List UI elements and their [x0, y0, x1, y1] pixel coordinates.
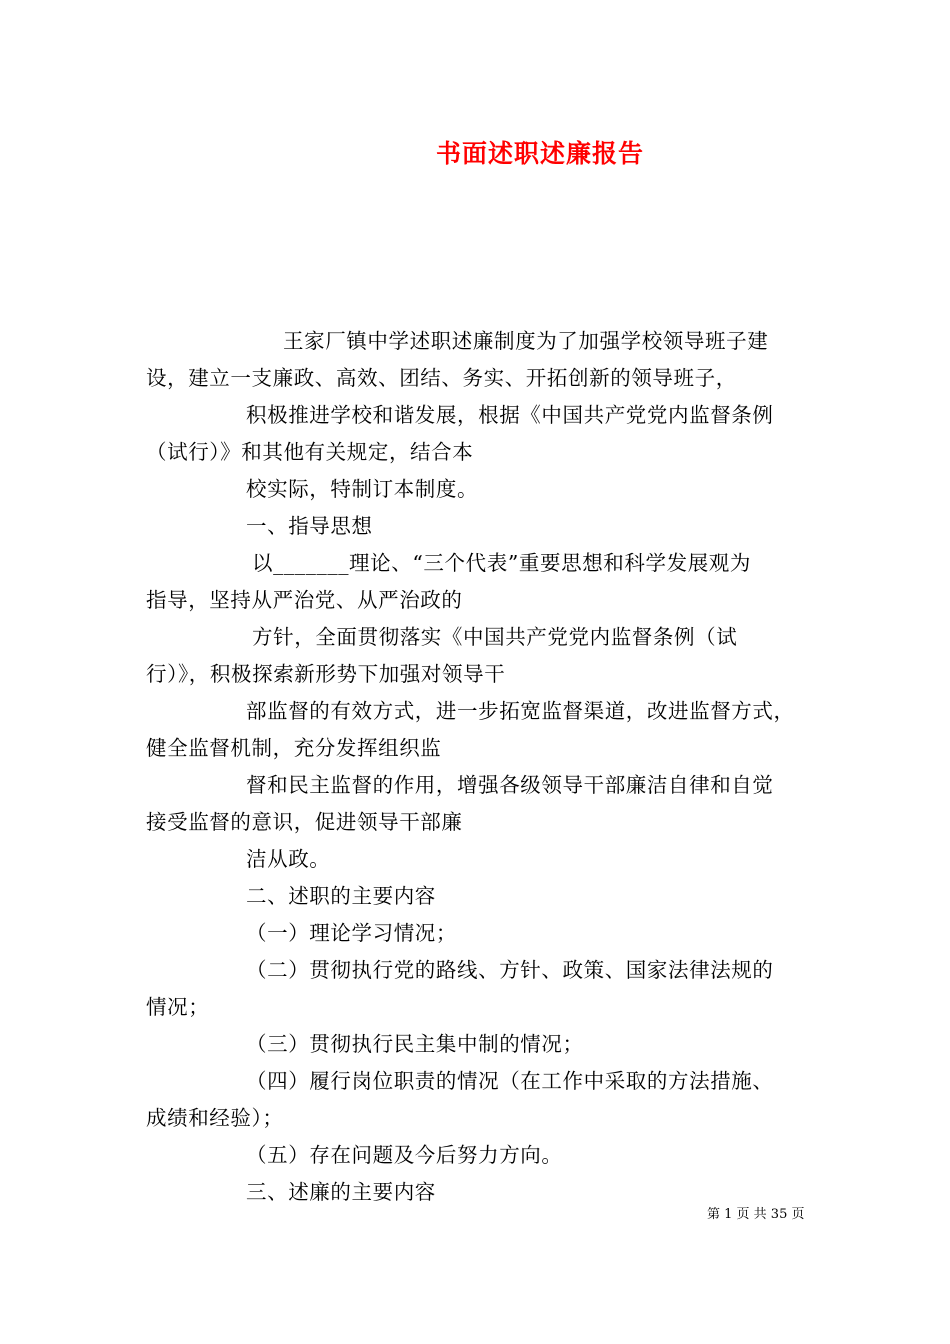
list-item: （四）履行岗位职责的情况（在工作中采取的方法措施、	[246, 1069, 774, 1093]
body-line: 健全监督机制，充分发挥组织监	[146, 736, 442, 760]
section-heading: 三、述廉的主要内容	[246, 1180, 436, 1204]
list-item: （五）存在问题及今后努力方向。	[246, 1143, 563, 1167]
list-item: 情况；	[146, 995, 210, 1019]
page-number: 第 1 页 共 35 页	[707, 1207, 805, 1222]
list-item: （三）贯彻执行民主集中制的情况；	[246, 1032, 584, 1056]
body-line: 王家厂镇中学述职述廉制度为了加强学校领导班子建	[283, 329, 769, 353]
document-title: 书面述职述廉报告	[435, 139, 644, 168]
body-line: 部监督的有效方式，进一步拓宽监督渠道，改进监督方式，	[246, 699, 795, 723]
body-line: 积极推进学校和谐发展，根据《中国共产党党内监督条例	[246, 403, 774, 427]
section-heading: 一、指导思想	[246, 514, 373, 538]
body-line: 接受监督的意识，促进领导干部廉	[146, 810, 463, 834]
body-line: 行）》，积极探索新形势下加强对领导干	[146, 662, 506, 686]
body-line: 方针，全面贯彻落实《中国共产党党内监督条例（试	[252, 625, 738, 649]
section-heading: 二、述职的主要内容	[246, 884, 436, 908]
list-item: 成绩和经验）；	[146, 1106, 284, 1130]
body-line: 洁从政。	[246, 847, 331, 871]
body-line: 督和民主监督的作用，增强各级领导干部廉洁自律和自觉	[246, 773, 774, 797]
list-item: （二）贯彻执行党的路线、方针、政策、国家法律法规的	[246, 958, 774, 982]
body-line: 设，建立一支廉政、高效、团结、务实、开拓创新的领导班子，	[146, 366, 737, 390]
body-line: 以_______理论、“三个代表”重要思想和科学发展观为	[252, 551, 752, 575]
body-line: 校实际，特制订本制度。	[246, 477, 479, 501]
body-line: 指导，坚持从严治党、从严治政的	[146, 588, 463, 612]
list-item: （一）理论学习情况；	[246, 921, 457, 945]
body-line: （试行）》和其他有关规定，结合本	[146, 440, 474, 464]
